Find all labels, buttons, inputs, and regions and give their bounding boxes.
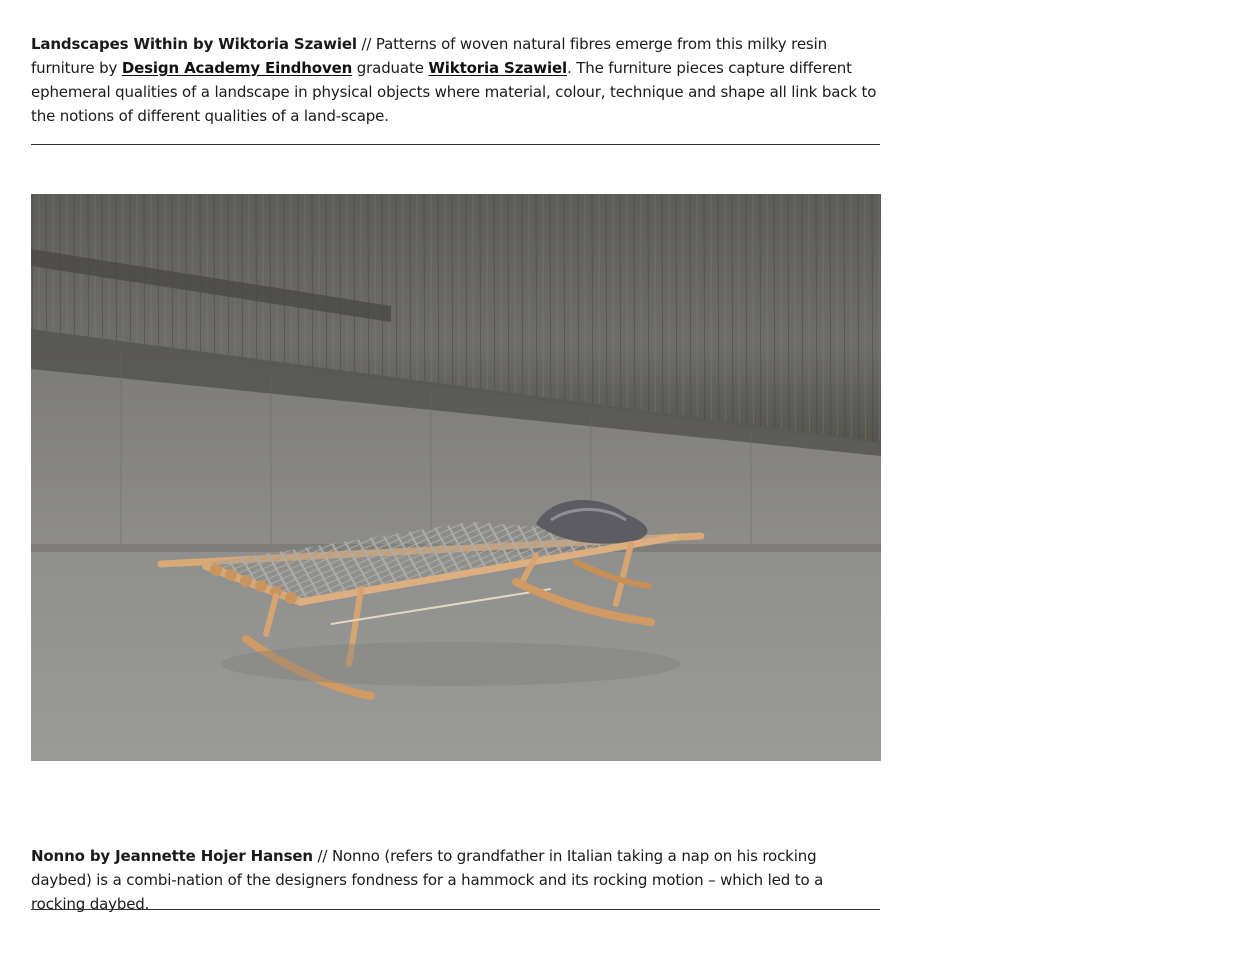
entry-text: Nonno (refers to grandfather in Italian taking a nap on his rocking daybed) is a combi-nation of the designers fondness for a hammock and its rocking motion – which led to a rocking daybed. [31,847,824,913]
entry-text: . The furniture pieces capture different ephemeral qualities of a landscape in physical objects where material, colour, technique and shape all link back to the notions of different qualities of a land-scape. [31,59,877,125]
rocking-daybed-photo [31,194,881,761]
entry-nonno [31,844,881,916]
link-design-academy-eindhoven[interactable]: Design Academy Eindhoven [121,59,353,77]
entry-title: Nonno by Jeannette Hojer Hansen [31,847,313,865]
divider [31,144,880,145]
separator: // [312,847,332,865]
entry-text: Patterns of woven natural fibres emerge from this milky resin furniture by [31,35,827,77]
divider [31,909,880,910]
entry-landscapes-within [31,32,881,128]
entry-title: Landscapes Within by Wiktoria Szawiel [31,35,357,53]
separator: // [356,35,376,53]
link-wiktoria-szawiel[interactable]: Wiktoria Szawiel [428,59,567,77]
entry-text: graduate [352,59,429,77]
